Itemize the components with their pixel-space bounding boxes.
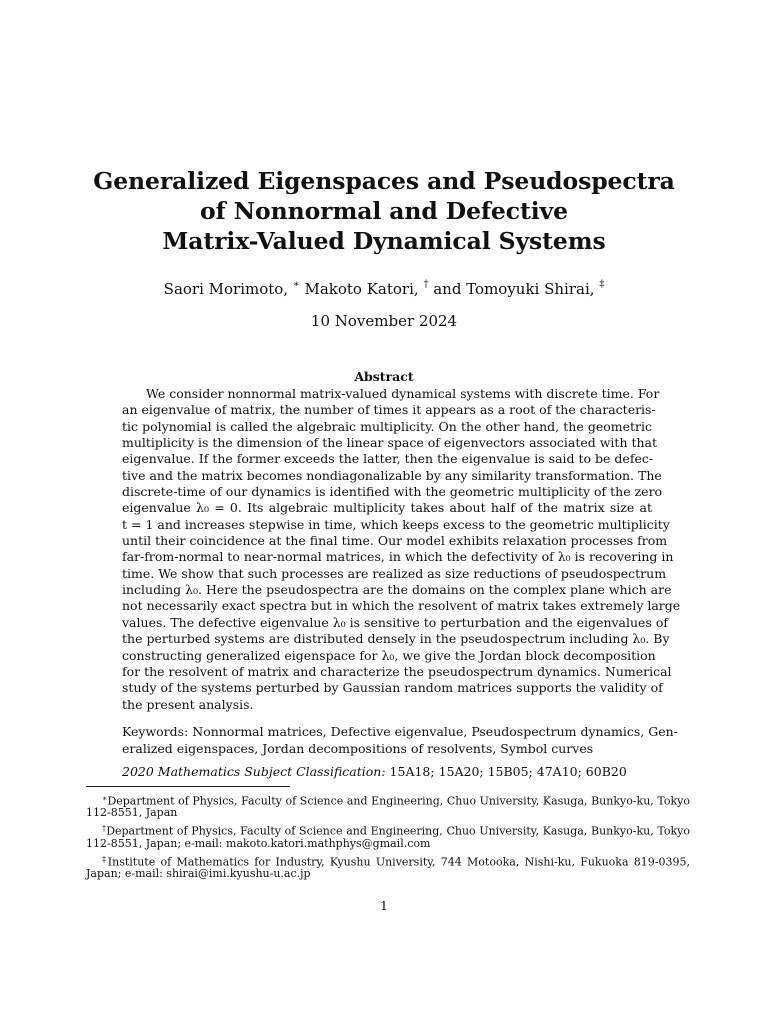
abstract-line: far-from-normal to near-normal matrices, in which the defectivity of λ₀ is recovering in xyxy=(122,549,674,565)
footnote-text: Department of Physics, Faculty of Science and Engineering, Chuo University, Kasuga, Bunkyo-ku, Tokyo xyxy=(107,794,690,808)
author-name: Makoto Katori, xyxy=(304,280,419,298)
abstract-body xyxy=(122,386,681,713)
footnote-line xyxy=(86,820,690,839)
author-name: and Tomoyuki Shirai, xyxy=(433,280,595,298)
footnote-line: 112-8551, Japan; e-mail: makoto.katori.mathphys@gmail.com xyxy=(86,836,431,850)
abstract-line: the present analysis. xyxy=(122,696,254,712)
footnote-marker: ∗ xyxy=(102,794,108,803)
title-line: Matrix-Valued Dynamical Systems xyxy=(162,227,606,255)
abstract-heading: Abstract xyxy=(354,369,414,384)
author-list xyxy=(70,276,698,299)
paper-title xyxy=(70,166,698,256)
abstract-line: discrete-time of our dynamics is identified with the geometric multiplicity of the zero xyxy=(122,484,663,500)
abstract-line: eigenvalue λ₀ = 0. Its algebraic multiplicity takes about half of the matrix size at xyxy=(122,500,652,516)
abstract-line: until their coincidence at the final time. Our model exhibits relaxation processes from xyxy=(122,533,668,549)
abstract-line: not necessarily exact spectra but in which the resolvent of matrix takes extremely large xyxy=(122,598,681,614)
title-line: Generalized Eigenspaces and Pseudospectra xyxy=(93,167,675,195)
footnote-line xyxy=(86,851,690,869)
footnote-marker: † xyxy=(423,279,429,290)
page-number: 1 xyxy=(380,898,388,913)
abstract-line: tic polynomial is called the algebraic multiplicity. On the other hand, the geometric xyxy=(122,418,652,434)
title-line: of Nonnormal and Defective xyxy=(200,197,568,225)
msc-label: 2020 Mathematics Subject Classification: xyxy=(122,764,386,779)
keywords xyxy=(122,724,678,757)
abstract-line: t = 1 and increases stepwise in time, which keeps excess to the geometric multiplicity xyxy=(122,516,670,532)
abstract-line: the perturbed systems are distributed densely in the pseudospectrum including λ₀. By xyxy=(122,631,670,647)
footnote-line: 112-8551, Japan xyxy=(86,806,178,820)
footnote-line: Japan; e-mail: shirai@imi.kyushu-u.ac.jp xyxy=(86,866,311,880)
abstract-line: for the resolvent of matrix and characterize the pseudospectrum dynamics. Numerical xyxy=(122,663,672,679)
footnote-rule xyxy=(86,786,290,787)
msc-codes: 15A18; 15A20; 15B05; 47A10; 60B20 xyxy=(389,764,627,779)
footnote-marker: ∗ xyxy=(292,279,300,290)
abstract-line: tive and the matrix becomes nondiagonalizable by any similarity transformation. The xyxy=(122,467,662,483)
abstract-line: multiplicity is the dimension of the linear space of eigenvectors associated with that xyxy=(122,435,658,451)
footnote-marker: ‡ xyxy=(102,854,108,864)
abstract-line: values. The defective eigenvalue λ₀ is sensitive to perturbation and the eigenvalues of xyxy=(122,614,668,630)
keywords-line: Keywords: Nonnormal matrices, Defective eigenvalue, Pseudospectrum dynamics, Gen- xyxy=(122,724,678,739)
abstract-line: including λ₀. Here the pseudospectra are the domains on the complex plane which are xyxy=(122,582,672,598)
abstract-line: We consider nonnormal matrix-valued dynamical systems with discrete time. For xyxy=(146,386,660,401)
author-name: Saori Morimoto, xyxy=(163,280,289,298)
abstract-line: time. We show that such processes are realized as size reductions of pseudospectrum xyxy=(122,565,667,581)
abstract-line: an eigenvalue of matrix, the number of times it appears as a root of the characteris- xyxy=(122,402,656,418)
footnote-marker: † xyxy=(102,824,107,834)
footnote-text: Institute of Mathematics for Industry, Kyushu University, 744 Motooka, Nishi-ku, Fukuoka 819-0395, xyxy=(107,855,690,869)
abstract-line: constructing generalized eigenspace for λ₀, we give the Jordan block decomposition xyxy=(122,647,656,663)
msc-classification xyxy=(122,764,652,780)
footnotes xyxy=(86,790,690,881)
footnote-line xyxy=(86,790,690,808)
abstract-line: eigenvalue. If the former exceeds the latter, then the eigenvalue is said to be defec- xyxy=(122,451,654,467)
footnote-marker: ‡ xyxy=(599,279,605,290)
keywords-line: eralized eigenspaces, Jordan decompositions of resolvents, Symbol curves xyxy=(122,740,594,756)
footnote-text: Department of Physics, Faculty of Science and Engineering, Chuo University, Kasuga, Bunkyo-ku, Tokyo xyxy=(106,825,690,839)
paper-date: 10 November 2024 xyxy=(310,312,458,330)
abstract-line: study of the systems perturbed by Gaussian random matrices supports the validity of xyxy=(122,680,663,696)
